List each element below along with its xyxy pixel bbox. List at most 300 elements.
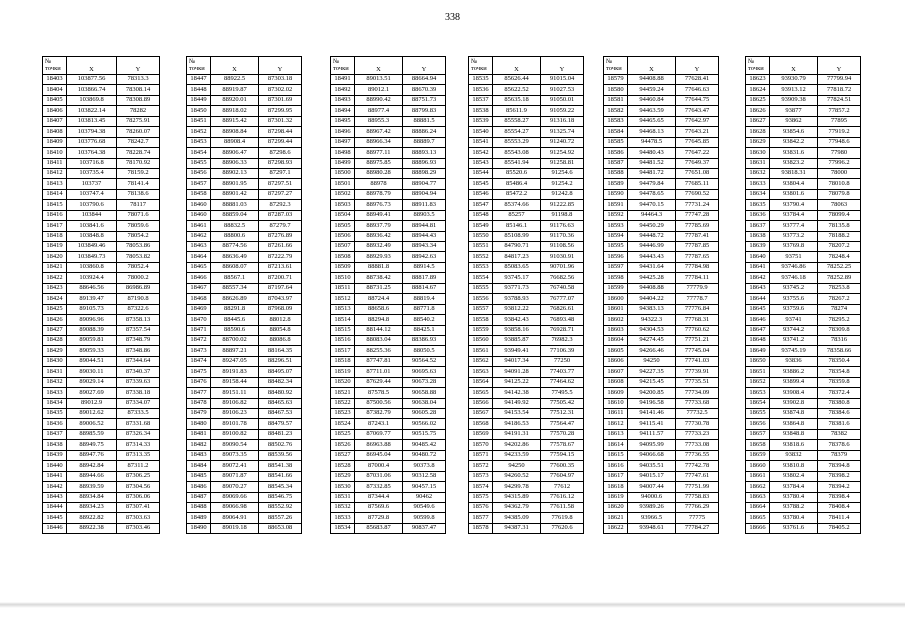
point-number-cell: 18472 [187,335,211,345]
x-coordinate-cell: 88966.34 [355,137,403,147]
table-row [604,502,719,512]
table-row [187,116,302,126]
point-number-cell: 18553 [469,262,493,272]
table-row [469,95,584,105]
x-coordinate-cell: 94153.54 [493,409,541,419]
point-number-cell: 18591 [604,200,628,210]
point-number-cell: 18520 [331,377,355,387]
y-coordinate-cell: 77250 [541,356,584,366]
y-coordinate-cell: 91030.91 [541,252,584,262]
table-row [43,283,160,293]
y-coordinate-cell: 76893.48 [541,315,584,325]
point-number-cell: 18453 [187,137,211,147]
y-coordinate-cell: 78053.82 [117,252,160,262]
point-number-cell: 18490 [187,523,211,533]
table-row [746,158,861,168]
point-number-cell: 18460 [187,210,211,220]
x-coordinate-cell: 89073.35 [211,450,259,460]
point-number-cell: 18612 [604,419,628,429]
y-coordinate-cell: 91176.63 [541,221,584,231]
table-row [43,252,160,262]
y-coordinate-cell: 88904.94 [403,189,446,199]
point-number-cell: 18422 [43,273,67,283]
x-coordinate-cell: 93930.79 [770,75,818,85]
y-coordinate-cell: 90549.6 [403,502,446,512]
table-row [43,168,160,178]
point-number-cell: 18482 [187,440,211,450]
y-coordinate-cell: 88467.53 [259,409,302,419]
table-row [469,168,584,178]
point-number-cell: 18640 [746,252,770,262]
point-number-cell: 18665 [746,513,770,523]
x-coordinate-cell: 88922.38 [67,523,117,533]
point-number-cell: 18511 [331,283,355,293]
y-coordinate-cell: 78382 [818,429,861,439]
point-number-cell: 18637 [746,221,770,231]
y-coordinate-cell: 88386.93 [403,335,446,345]
table-row [746,377,861,387]
table-row [187,304,302,314]
y-coordinate-cell: 88799.83 [403,106,446,116]
x-coordinate-cell: 88918.02 [211,106,259,116]
x-coordinate-cell: 94480.43 [628,148,676,158]
point-number-cell: 18614 [604,440,628,450]
x-coordinate-cell: 88922.82 [67,513,117,523]
point-number-cell: 18476 [187,377,211,387]
y-coordinate-cell: 77745.04 [676,346,719,356]
x-coordinate-cell: 89029.14 [67,377,117,387]
table-row [746,315,861,325]
x-coordinate-cell: 103735.4 [67,168,117,178]
point-number-cell: 18507 [331,242,355,252]
x-coordinate-cell: 93908.4 [770,388,818,398]
y-coordinate-cell: 87301.32 [259,116,302,126]
x-coordinate-header: X [67,57,117,75]
table-row [331,335,446,345]
table-row [604,127,719,137]
x-coordinate-cell: 85374.66 [493,200,541,210]
table-row [604,367,719,377]
x-coordinate-cell: 88915.42 [211,116,259,126]
y-coordinate-cell: 78295.2 [818,315,861,325]
x-coordinate-cell: 94408.88 [628,283,676,293]
table-row [604,325,719,335]
table-header-row [604,57,719,75]
y-coordinate-cell: 77736.55 [676,450,719,460]
y-coordinate-cell: 76982.3 [541,335,584,345]
y-coordinate-cell: 78267.2 [818,294,861,304]
table-row [746,273,861,283]
y-coordinate-cell: 78260.07 [117,127,160,137]
point-number-cell: 18623 [746,75,770,85]
x-coordinate-cell: 88774.56 [211,242,259,252]
table-row [746,325,861,335]
point-number-cell: 18420 [43,252,67,262]
point-number-cell: 18559 [469,325,493,335]
point-number-cell: 18629 [746,137,770,147]
table-row [43,106,160,116]
y-coordinate-cell: 87333.5 [117,409,160,419]
x-coordinate-cell: 103848.8 [67,231,117,241]
point-number-cell: 18603 [604,325,628,335]
x-coordinate-cell: 93832 [770,450,818,460]
y-coordinate-cell: 87358.13 [117,315,160,325]
point-number-cell: 18608 [604,377,628,387]
point-number-cell: 18555 [469,283,493,293]
x-coordinate-cell: 94460.84 [628,95,676,105]
table-row [469,398,584,408]
table-row [187,440,302,450]
table-row [43,377,160,387]
point-number-cell: 18657 [746,429,770,439]
point-number-cell: 18664 [746,502,770,512]
x-coordinate-cell: 93842.2 [770,137,818,147]
table-row [43,398,160,408]
table-header-row [331,57,446,75]
point-number-cell: 18426 [43,315,67,325]
table-row [331,273,446,283]
point-number-cell: 18492 [331,85,355,95]
x-coordinate-cell: 89158.44 [211,377,259,387]
x-coordinate-cell: 103849.73 [67,252,117,262]
point-number-cell: 18656 [746,419,770,429]
table-row [469,85,584,95]
table-row [469,137,584,147]
table-row [604,95,719,105]
y-coordinate-cell: 78378.6 [818,440,861,450]
table-row [469,492,584,502]
table-row [469,388,584,398]
table-row [331,482,446,492]
x-coordinate-cell: 94115.41 [628,419,676,429]
x-coordinate-cell: 88949.75 [67,440,117,450]
y-coordinate-cell: 77919.2 [818,127,861,137]
table-row [469,419,584,429]
table-row [43,273,160,283]
y-coordinate-cell: 87261.66 [259,242,302,252]
x-coordinate-cell: 103866.74 [67,85,117,95]
y-coordinate-cell: 87306.06 [117,492,160,502]
x-coordinate-cell: 93759.6 [770,304,818,314]
point-number-cell: 18431 [43,367,67,377]
y-coordinate-cell: 78372.4 [818,388,861,398]
point-number-cell: 18498 [331,148,355,158]
y-coordinate-cell: 88552.92 [259,502,302,512]
table-row [187,242,302,252]
point-number-cell: 18488 [187,502,211,512]
point-number-cell: 18425 [43,304,67,314]
table-row [746,492,861,502]
point-number-cell: 18450 [187,106,211,116]
x-coordinate-cell: 93804.4 [770,179,818,189]
x-coordinate-cell: 88939.59 [67,482,117,492]
table-row [604,450,719,460]
table-row [604,85,719,95]
y-coordinate-cell: 87306.25 [117,471,160,481]
point-number-cell: 18562 [469,356,493,366]
table-row [746,450,861,460]
x-coordinate-cell: 94202.86 [493,440,541,450]
y-coordinate-cell: 87222.79 [259,252,302,262]
point-number-cell: 18586 [604,148,628,158]
table-row [746,461,861,471]
y-coordinate-cell: 77647.22 [676,148,719,158]
y-coordinate-cell: 87331.68 [117,419,160,429]
y-coordinate-cell: 78309.8 [818,325,861,335]
y-coordinate-cell: 78405.2 [818,523,861,533]
table-row [43,492,160,502]
y-coordinate-cell: 77611.58 [541,502,584,512]
x-coordinate-cell: 87344.4 [355,492,403,502]
table-row [469,273,584,283]
point-number-cell: 18456 [187,168,211,178]
table-row [604,242,719,252]
table-row [331,429,446,439]
y-coordinate-cell: 77612 [541,482,584,492]
point-number-cell: 18457 [187,179,211,189]
y-coordinate-header: Y [259,57,302,75]
point-number-cell: 18605 [604,346,628,356]
y-coordinate-cell: 77628.41 [676,75,719,85]
y-coordinate-cell: 78384.6 [818,409,861,419]
y-coordinate-cell: 77733.68 [676,398,719,408]
y-coordinate-cell: 78000.2 [117,273,160,283]
point-number-cell: 18632 [746,168,770,178]
point-number-cell: 18445 [43,513,67,523]
x-coordinate-cell: 94478.5 [628,137,676,147]
x-coordinate-cell: 85683.87 [355,523,403,533]
table-row [331,440,446,450]
table-row [187,419,302,429]
table-row [331,356,446,366]
point-number-cell: 18549 [469,221,493,231]
y-coordinate-cell: 88012.8 [259,315,302,325]
table-row [746,210,861,220]
x-coordinate-cell: 88881.03 [211,200,259,210]
x-coordinate-cell: 94362.79 [493,502,541,512]
point-number-cell: 18463 [187,242,211,252]
x-coordinate-cell: 88975.85 [355,158,403,168]
x-coordinate-cell: 93913.12 [770,85,818,95]
point-number-header [469,57,493,75]
y-coordinate-cell: 87292.3 [259,200,302,210]
y-coordinate-header: Y [403,57,446,75]
point-number-cell: 18546 [469,189,493,199]
x-coordinate-header: X [211,57,259,75]
x-coordinate-cell: 94125.22 [493,377,541,387]
point-number-cell: 18432 [43,377,67,387]
point-number-cell: 18466 [187,273,211,283]
y-coordinate-cell: 78394.8 [818,461,861,471]
point-number-cell: 18504 [331,210,355,220]
y-coordinate-cell: 91325.74 [541,127,584,137]
point-number-cell: 18477 [187,388,211,398]
table-row [746,523,861,533]
x-coordinate-cell: 93751 [770,252,818,262]
y-coordinate-cell: 88944.43 [403,231,446,241]
x-coordinate-cell: 89139.47 [67,294,117,304]
point-number-cell: 18510 [331,273,355,283]
point-number-cell: 18587 [604,158,628,168]
x-coordinate-cell: 85543.08 [493,148,541,158]
table-row [187,325,302,335]
table-row [43,523,160,533]
x-coordinate-cell: 94304.53 [628,325,676,335]
y-coordinate-cell: 88465.63 [259,398,302,408]
y-coordinate-cell: 87303.46 [117,523,160,533]
y-coordinate-cell: 91108.56 [541,242,584,252]
table-row [604,200,719,210]
y-coordinate-cell: 78359.8 [818,377,861,387]
table-row [746,513,861,523]
y-coordinate-cell: 91240.72 [541,137,584,147]
x-coordinate-header: X [770,57,818,75]
table-row [469,482,584,492]
x-coordinate-cell: 93886.2 [770,367,818,377]
x-coordinate-cell: 93864.8 [770,419,818,429]
point-number-cell: 18409 [43,137,67,147]
point-number-cell: 18494 [331,106,355,116]
x-coordinate-cell: 88658.6 [355,304,403,314]
table-row [746,200,861,210]
x-coordinate-cell: 88859.04 [211,210,259,220]
point-number-cell: 18509 [331,262,355,272]
point-number-cell: 18484 [187,461,211,471]
y-coordinate-cell: 78159.2 [117,168,160,178]
y-coordinate-cell: 88944.81 [403,221,446,231]
y-coordinate-cell: 87298.44 [259,127,302,137]
y-coordinate-cell: 78052.4 [117,262,160,272]
table-row [187,210,302,220]
table-row [187,179,302,189]
table-row [43,325,160,335]
point-number-header-symbol: № [333,57,340,65]
x-coordinate-cell: 94015.17 [628,471,676,481]
point-number-cell: 18531 [331,492,355,502]
table-row [746,116,861,126]
x-coordinate-cell: 103841.6 [67,221,117,231]
y-coordinate-cell: 77645.85 [676,137,719,147]
table-row [331,200,446,210]
y-coordinate-cell: 88904.77 [403,179,446,189]
x-coordinate-cell: 88920.01 [211,95,259,105]
y-coordinate-cell: 88545.34 [259,482,302,492]
y-coordinate-cell: 87344.64 [117,356,160,366]
x-coordinate-cell: 103776.68 [67,137,117,147]
point-number-cell: 18517 [331,346,355,356]
point-number-cell: 18419 [43,242,67,252]
y-coordinate-cell: 78054.2 [117,231,160,241]
y-coordinate-cell: 78381.6 [818,419,861,429]
x-coordinate-cell: 103822.14 [67,106,117,116]
point-number-cell: 18538 [469,106,493,116]
point-number-cell: 18622 [604,523,628,533]
x-coordinate-cell: 85541.94 [493,158,541,168]
table-row [187,283,302,293]
point-number-cell: 18639 [746,242,770,252]
table-row [746,429,861,439]
point-number-cell: 18452 [187,127,211,137]
point-number-cell: 18660 [746,461,770,471]
table-row [331,95,446,105]
table-row [604,377,719,387]
x-coordinate-cell: 88626.89 [211,294,259,304]
table-row [604,429,719,439]
y-coordinate-cell: 78207.2 [818,242,861,252]
y-coordinate-cell: 87297.51 [259,179,302,189]
table-row [469,304,584,314]
x-coordinate-cell: 88937.79 [355,221,403,231]
y-coordinate-cell: 77778.7 [676,294,719,304]
x-coordinate-cell: 87747.81 [355,356,403,366]
point-number-cell: 18560 [469,335,493,345]
x-coordinate-cell: 85622.52 [493,85,541,95]
x-coordinate-cell: 88144.12 [355,325,403,335]
point-number-cell: 18631 [746,158,770,168]
table-row [604,116,719,126]
y-coordinate-header: Y [818,57,861,75]
point-number-cell: 18483 [187,450,211,460]
table-row [331,231,446,241]
point-number-cell: 18526 [331,440,355,450]
y-coordinate-cell: 90658.88 [403,388,446,398]
y-coordinate-cell: 78188.2 [818,231,861,241]
point-number-cell: 18643 [746,283,770,293]
y-coordinate-cell: 88914.5 [403,262,446,272]
x-coordinate-cell: 88967.42 [355,127,403,137]
y-coordinate-cell: 90373.8 [403,461,446,471]
x-coordinate-cell: 88977.4 [355,106,403,116]
point-number-cell: 18475 [187,367,211,377]
point-number-cell: 18411 [43,158,67,168]
point-number-cell: 18430 [43,356,67,366]
x-coordinate-cell: 93989.26 [628,502,676,512]
table-row [469,231,584,241]
point-number-cell: 18458 [187,189,211,199]
point-number-cell: 18574 [469,482,493,492]
y-coordinate-cell: 88540.2 [403,315,446,325]
x-coordinate-cell: 94142.38 [493,388,541,398]
table-row [43,137,160,147]
x-coordinate-cell: 89088.39 [67,325,117,335]
table-row [187,429,302,439]
y-coordinate-cell: 78248.4 [818,252,861,262]
point-number-cell: 18502 [331,189,355,199]
point-number-cell: 18469 [187,304,211,314]
table-row [604,75,719,85]
x-coordinate-cell: 94446.99 [628,242,676,252]
y-coordinate-cell: 77768.31 [676,315,719,325]
table-row [43,461,160,471]
y-coordinate-cell: 88751.73 [403,95,446,105]
y-coordinate-cell: 77651.08 [676,168,719,178]
y-coordinate-cell: 90312.58 [403,471,446,481]
table-row [469,294,584,304]
point-number-cell: 18598 [604,273,628,283]
y-coordinate-cell: 88050.5 [403,346,446,356]
x-coordinate-cell: 89013.51 [355,75,403,85]
table-row [604,137,719,147]
point-number-cell: 18536 [469,85,493,95]
y-coordinate-cell: 77512.31 [541,409,584,419]
point-number-cell: 18449 [187,95,211,105]
table-row [469,210,584,220]
point-number-cell: 18478 [187,398,211,408]
point-number-cell: 18416 [43,210,67,220]
x-coordinate-cell: 88608.07 [211,262,259,272]
x-coordinate-cell: 89019.18 [211,523,259,533]
table-row [187,262,302,272]
